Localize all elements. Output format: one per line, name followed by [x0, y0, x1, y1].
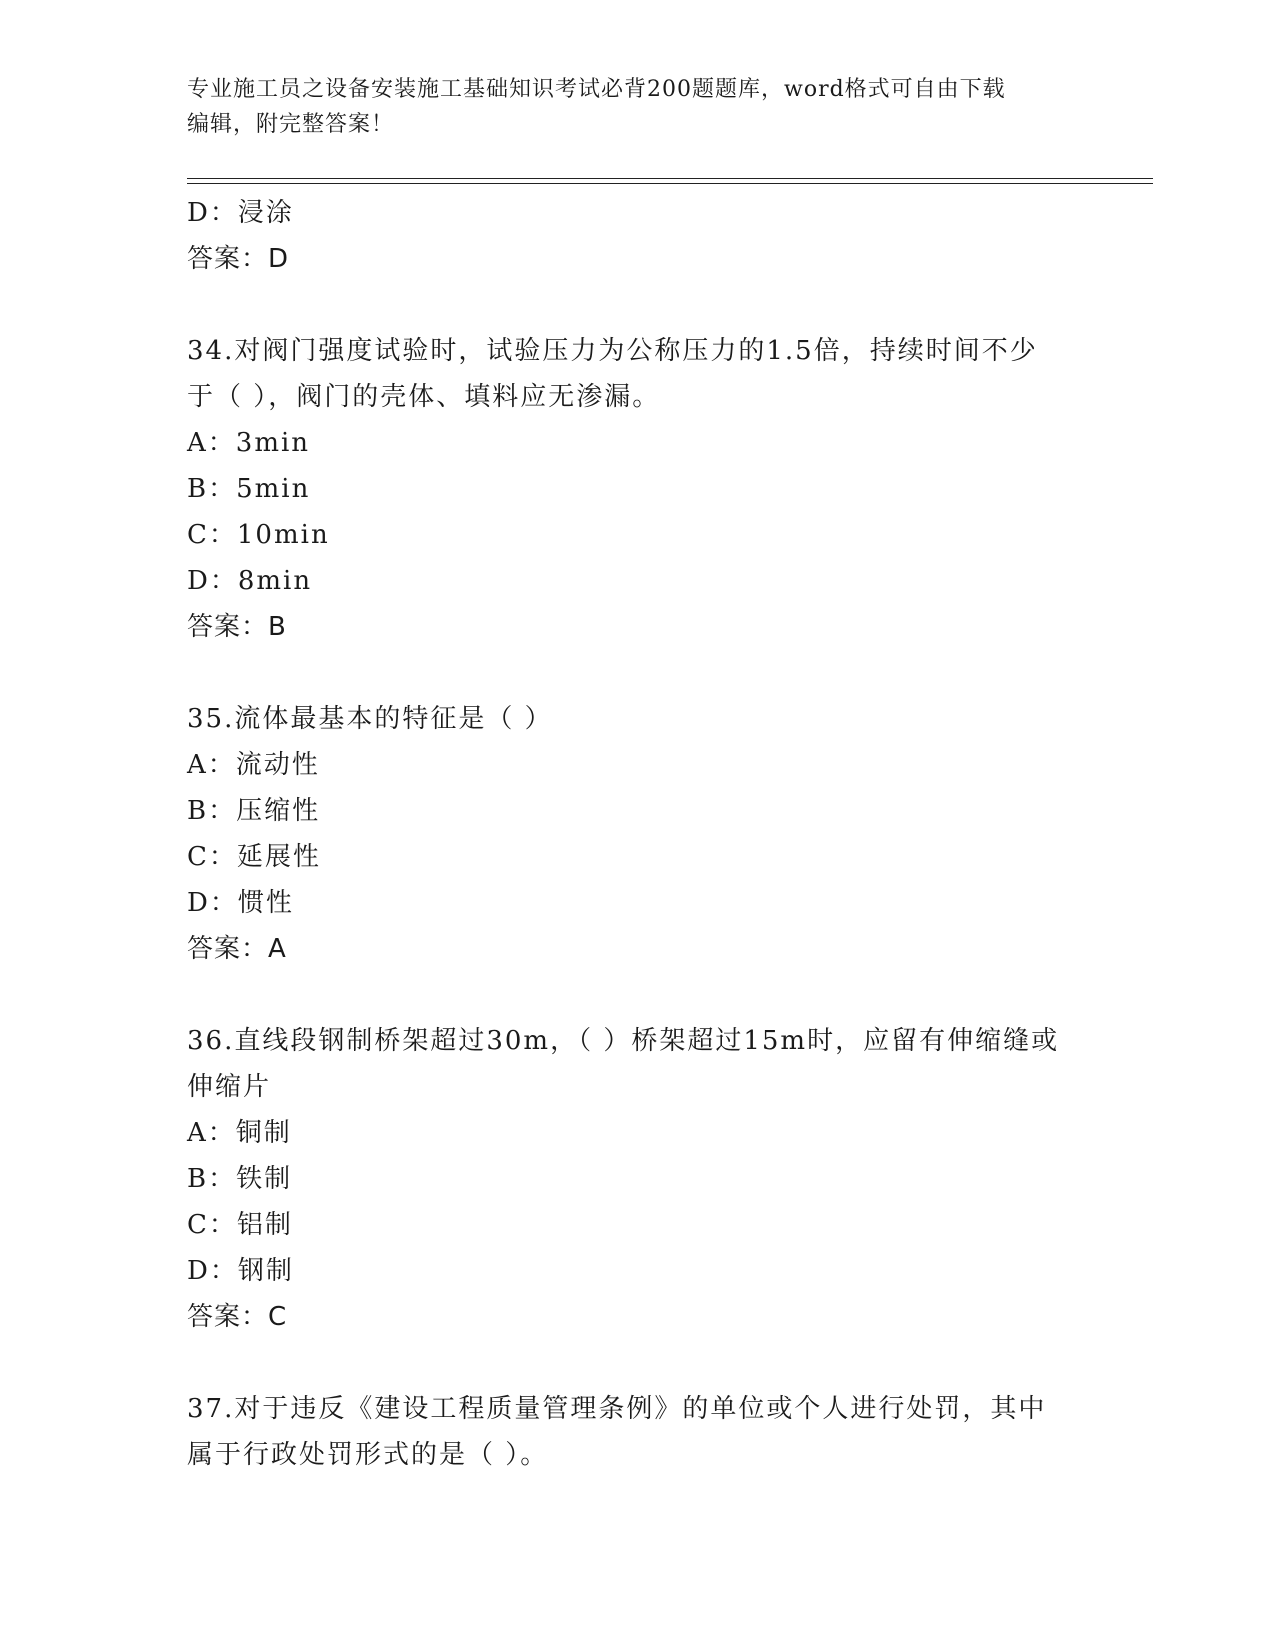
question-text-line-2: 于（ ），阀门的壳体、填料应无渗漏。: [187, 382, 661, 412]
option-c: C：延展性: [187, 842, 321, 872]
question-text-line-2: 属于行政处罚形式的是（ ）。: [187, 1440, 549, 1470]
header-divider-bottom: [187, 183, 1153, 184]
question-34: [187, 328, 1087, 650]
option-a: A：流动性: [187, 750, 320, 780]
option-d: D：浸涂: [187, 198, 294, 228]
header-divider-top: [187, 178, 1153, 179]
option-d: D：钢制: [187, 1256, 294, 1286]
option-a: A：3min: [187, 428, 311, 458]
option-a: A：铜制: [187, 1118, 292, 1148]
document-body: [187, 190, 1087, 1478]
option-c: C：铝制: [187, 1210, 293, 1240]
page-header: [187, 72, 1087, 142]
question-36: [187, 1018, 1087, 1340]
question-37: [187, 1386, 1087, 1478]
option-b: B：铁制: [187, 1164, 293, 1194]
option-d: D：8min: [187, 566, 313, 596]
question-text-line-1: 36.直线段钢制桥架超过30m，（ ）桥架超过15m时，应留有伸缩缝或: [187, 1026, 1060, 1056]
option-c: C：10min: [187, 520, 330, 550]
answer-line: 答案：C: [187, 1302, 288, 1332]
question-text-line-1: 34.对阀门强度试验时，试验压力为公称压力的1.5倍，持续时间不少: [187, 336, 1038, 366]
option-b: B：5min: [187, 474, 311, 504]
question-text-line-2: 伸缩片: [187, 1072, 272, 1102]
answer-line: 答案：D: [187, 244, 290, 274]
question-text-line-1: 35.流体最基本的特征是（ ）: [187, 704, 553, 734]
answer-line: 答案：A: [187, 934, 287, 964]
answer-line: 答案：B: [187, 612, 287, 642]
question-35: [187, 696, 1087, 972]
header-title-line-1: 专业施工员之设备安装施工基础知识考试必背200题题库，word格式可自由下载: [187, 77, 1006, 102]
question-text-line-1: 37.对于违反《建设工程质量管理条例》的单位或个人进行处罚，其中: [187, 1394, 1047, 1424]
header-title-line-2: 编辑，附完整答案！: [187, 112, 395, 137]
option-b: B：压缩性: [187, 796, 321, 826]
option-d: D：惯性: [187, 888, 294, 918]
